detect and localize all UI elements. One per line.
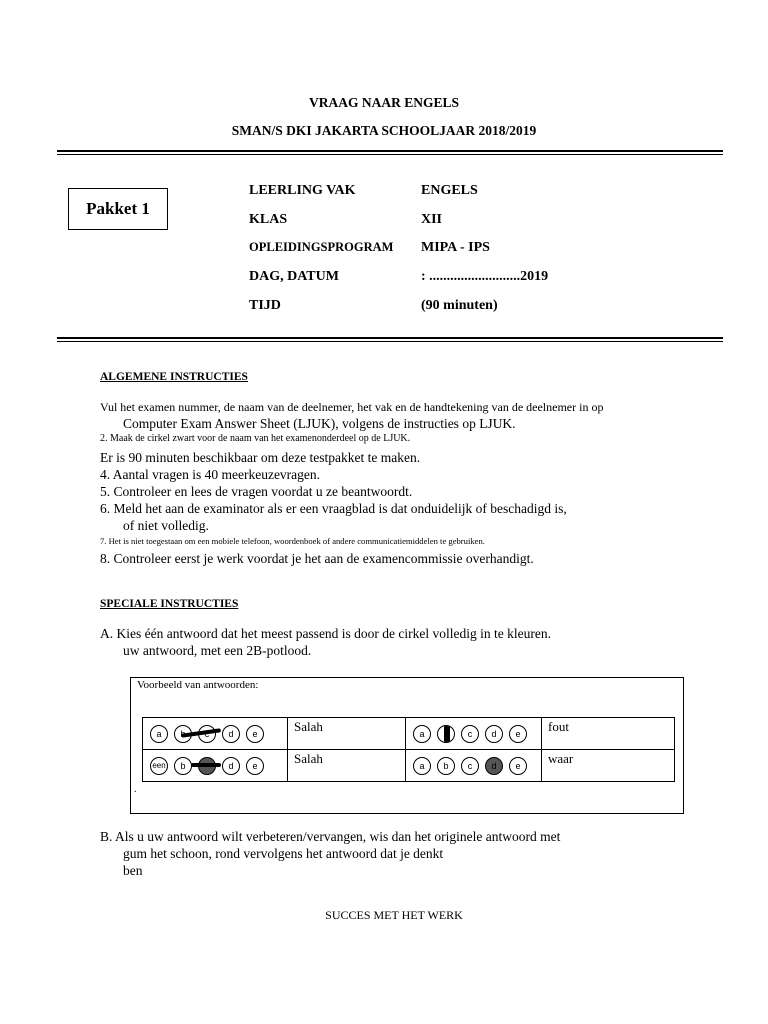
- special-instructions-heading: SPECIALE INSTRUCTIES: [100, 598, 239, 610]
- example-text: Salah: [288, 718, 406, 750]
- instruction-1-cont: Computer Exam Answer Sheet (LJUK), volgens de instructies op LJUK.: [123, 416, 516, 431]
- example-bubbles-wrong-2: [406, 718, 542, 750]
- special-instruction-b: B. Als u uw antwoord wilt verbeteren/vervangen, wis dan het originele antwoord met: [100, 829, 561, 844]
- example-text: fout: [542, 718, 675, 750]
- special-instruction-a: A. Kies één antwoord dat het meest passend is door de cirkel volledig in te kleuren.: [100, 626, 551, 641]
- answer-bubble: een: [150, 757, 168, 775]
- document-subtitle: SMAN/S DKI JAKARTA SCHOOLJAAR 2018/2019: [231, 123, 537, 138]
- answer-bubble: a: [413, 725, 431, 743]
- answer-bubble: a: [150, 725, 168, 743]
- example-bubbles-correct: [406, 750, 542, 782]
- info-label-program: OPLEIDINGSPROGRAM: [249, 240, 394, 254]
- answer-bubble: e: [509, 725, 527, 743]
- general-instructions-heading: ALGEMENE INSTRUCTIES: [100, 371, 248, 383]
- header-divider-top: [57, 150, 723, 155]
- answer-bubble-filled: d: [485, 757, 503, 775]
- table-row: [143, 718, 675, 750]
- info-value-program: MIPA - IPS: [421, 240, 490, 255]
- example-label: Voorbeeld van antwoorden:: [137, 679, 259, 691]
- footer-text: SUCCES MET HET WERK: [325, 908, 463, 922]
- answer-bubble: d: [222, 725, 240, 743]
- special-instruction-b-cont2: ben: [123, 863, 143, 878]
- answer-example-box: [130, 677, 684, 814]
- header-divider-bottom: [57, 337, 723, 342]
- pen-stroke: [191, 763, 221, 767]
- info-label-date: DAG, DATUM: [249, 269, 339, 284]
- answer-bubble: d: [222, 757, 240, 775]
- info-label-subject: LEERLING VAK: [249, 183, 356, 198]
- pakket-box: Pakket 1: [68, 188, 168, 230]
- document-title: VRAAG NAAR ENGELS: [308, 95, 460, 110]
- answer-bubble: d: [485, 725, 503, 743]
- instruction-3: Er is 90 minuten beschikbaar om deze testpakket te maken.: [100, 450, 421, 465]
- answer-bubble: b: [437, 757, 455, 775]
- instruction-8: 8. Controleer eerst je werk voordat je het aan de examencommissie overhandigt.: [100, 551, 534, 566]
- instruction-2: 2. Maak de cirkel zwart voor de naam van het examenonderdeel op de LJUK.: [100, 433, 411, 444]
- example-bubbles-wrong-1: [143, 718, 288, 750]
- instruction-7: 7. Het is niet toegestaan om een mobiele telefoon, woordenboek of andere communicatiemiddelen te gebruiken.: [100, 536, 485, 546]
- special-instruction-a-cont: uw antwoord, met een 2B-potlood.: [123, 643, 312, 658]
- answer-bubble: c: [461, 757, 479, 775]
- answer-example-table: [142, 717, 675, 782]
- answer-bubble: e: [246, 757, 264, 775]
- info-value-date: : ..........................2019: [421, 269, 549, 284]
- info-label-class: KLAS: [249, 212, 288, 227]
- example-bubbles-wrong-3: [143, 750, 288, 782]
- special-instruction-b-cont: gum het schoon, rond vervolgens het antwoord dat je denkt: [123, 846, 444, 861]
- info-value-subject: ENGELS: [421, 183, 478, 198]
- answer-bubble-half-filled: [437, 725, 455, 743]
- instruction-1: Vul het examen nummer, de naam van de deelnemer, het vak en de handtekening van de deelnemer in op: [100, 400, 604, 414]
- example-text: Salah: [288, 750, 406, 782]
- instruction-6: 6. Meld het aan de examinator als er een vraagblad is dat onduidelijk of beschadigd is,: [100, 501, 567, 516]
- instruction-5: 5. Controleer en lees de vragen voordat u ze beantwoordt.: [100, 484, 413, 499]
- answer-bubble: c: [461, 725, 479, 743]
- instruction-6-cont: of niet volledig.: [123, 518, 209, 533]
- info-value-time: (90 minuten): [421, 298, 498, 313]
- example-text: waar: [542, 750, 675, 782]
- answer-bubble: e: [509, 757, 527, 775]
- answer-bubble: e: [246, 725, 264, 743]
- answer-bubble: a: [413, 757, 431, 775]
- answer-bubble: b: [174, 757, 192, 775]
- table-row: [143, 750, 675, 782]
- example-dot: .: [134, 784, 137, 795]
- instruction-4: 4. Aantal vragen is 40 meerkeuzevragen.: [100, 467, 321, 482]
- info-value-class: XII: [421, 212, 443, 227]
- info-label-time: TIJD: [249, 298, 281, 313]
